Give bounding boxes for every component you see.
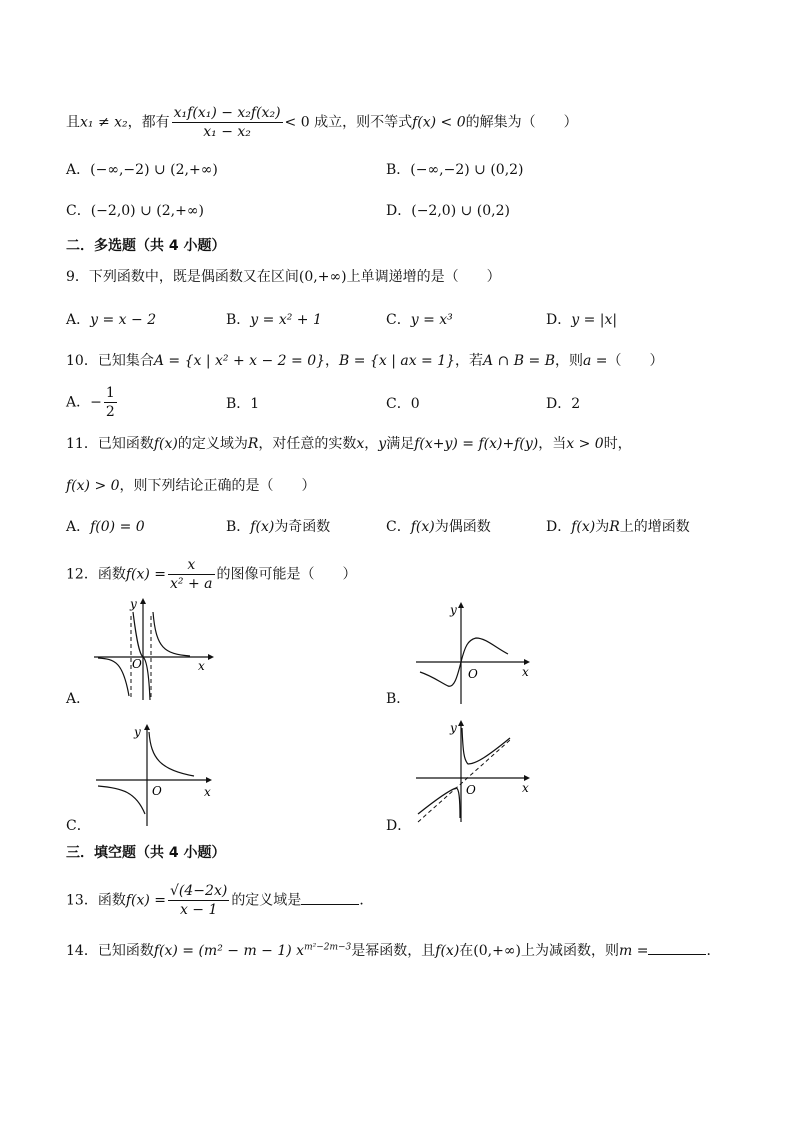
- q12-graph-a-y-label: y: [130, 597, 137, 611]
- q12-option-c[interactable]: C．: [66, 818, 91, 834]
- q12-option-a[interactable]: A．: [66, 691, 91, 707]
- q11-option-d[interactable]: D．f(x)为R上的增函数: [546, 519, 690, 535]
- q9-stem: 9．下列函数中，既是偶函数又在区间(0,+∞)上单调递增的是（ ）: [66, 269, 501, 285]
- q12-graph-a-origin: O: [132, 657, 142, 671]
- q8-fraction: $\frac{\text{x₁f(x₁) − x₂f(x₂)}}{\text{x₁ − x₂}}$: [173, 105, 281, 140]
- q12-graph-a: [90, 596, 220, 706]
- q11-option-b[interactable]: B．f(x)为奇函数: [226, 519, 331, 535]
- q9-option-b[interactable]: B．y = x² + 1: [226, 312, 322, 328]
- q14-stem: 14．已知函数f(x) = (m² − m − 1) $x^{m^2-2m-3}$是幂函数，且f(x)在(0,+∞)上为减函数，则m = ．: [66, 940, 720, 961]
- q11-option-c[interactable]: C．f(x)为偶函数: [386, 519, 491, 535]
- q12-graph-c-x-label: x: [204, 785, 211, 799]
- q12-graph-c: [94, 722, 224, 832]
- q8-option-a[interactable]: A．(−∞,−2) ∪ (2,+∞): [66, 162, 218, 178]
- q12-graph-d-y-label: y: [450, 721, 457, 735]
- q12-graph-d-x-label: x: [522, 781, 529, 795]
- q8-option-b[interactable]: B．(−∞,−2) ∪ (0,2): [386, 162, 524, 178]
- q12-stem: 12．函数f(x) = $\frac{x}{\text{x² + a}}$ 的图像可能是（ ）: [66, 557, 357, 592]
- q13-stem: 13．函数f(x) = $\frac{√(4-2x)}{x - 1}$ 的定义域是 ．: [66, 883, 374, 918]
- q9-option-d[interactable]: D．y = |x|: [546, 312, 618, 328]
- q10-option-c[interactable]: C．0: [386, 396, 420, 412]
- q12-graph-b-y-label: y: [450, 603, 457, 617]
- q12-graph-a-x-label: x: [198, 659, 205, 673]
- q11-option-a[interactable]: A．f(0) = 0: [66, 519, 145, 535]
- q12-graph-b-origin: O: [468, 667, 478, 681]
- q12-graph-c-origin: O: [152, 784, 162, 798]
- q14-answer-blank[interactable]: [648, 940, 706, 955]
- q9-option-c[interactable]: C．y = x³: [386, 312, 453, 328]
- q12-option-b[interactable]: B．: [386, 691, 411, 707]
- q12-option-d[interactable]: D．: [386, 818, 412, 834]
- q12-graph-b: [412, 600, 542, 710]
- q11-stem-line2: f(x) > 0，则下列结论正确的是（ ）: [66, 478, 316, 494]
- q10-stem: 10．已知集合A = {x | x² + x − 2 = 0}，B = {x | ax = 1}，若A ∩ B = B，则a =（ ）: [66, 353, 664, 369]
- q13-answer-blank[interactable]: [301, 890, 359, 905]
- q12-graph-d-origin: O: [466, 783, 476, 797]
- q10-option-a[interactable]: A．− $\frac{1}{2}$: [66, 385, 115, 420]
- q10-option-b[interactable]: B．1: [226, 396, 260, 412]
- q8-stem: 且x₁ ≠ x₂，都有 $\frac{\text{x₁f(x₁) − x₂f(x₂)}}{\text{x₁ − x₂}}$ < 0 成立，则不等式f(x) < 0的解集为（ ）: [66, 105, 578, 140]
- q12-graph-d: [412, 718, 542, 828]
- q8-option-c[interactable]: C．(−2,0) ∪ (2,+∞): [66, 203, 204, 219]
- q11-stem: 11．已知函数f(x)的定义域为R，对任意的实数x，y满足f(x+y) = f(x)+f(y)，当x > 0时，: [66, 436, 632, 452]
- section-3-heading: 三．填空题（共 4 小题）: [66, 845, 226, 861]
- q12-graph-c-y-label: y: [134, 725, 141, 739]
- q8-option-d[interactable]: D．(−2,0) ∪ (0,2): [386, 203, 510, 219]
- q9-option-a[interactable]: A．y = x − 2: [66, 312, 157, 328]
- q10-option-d[interactable]: D．2: [546, 396, 581, 412]
- q12-graph-b-x-label: x: [522, 665, 529, 679]
- section-2-heading: 二．多选题（共 4 小题）: [66, 238, 226, 254]
